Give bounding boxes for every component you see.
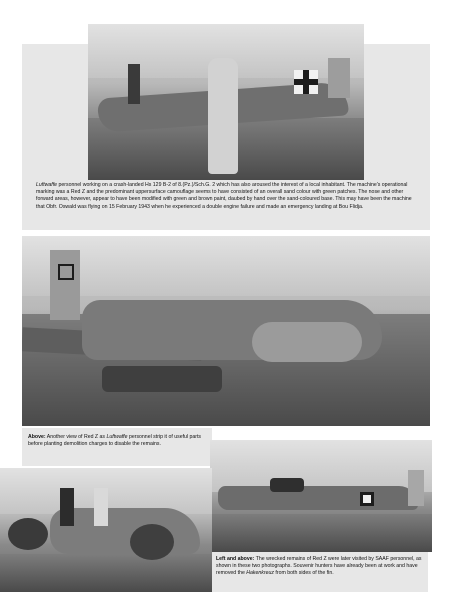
- engine-nacelle-shape: [252, 322, 362, 362]
- tail-fin-shape: [408, 470, 424, 506]
- bottom-left-photo: [0, 468, 212, 592]
- top-photo: [88, 24, 364, 180]
- engine-wreck-shape: [8, 518, 48, 550]
- tail-fin-shape: [328, 58, 350, 98]
- standing-figure-shape: [208, 58, 238, 174]
- personnel-figure-shape: [94, 488, 108, 526]
- caption-bold-lead: Left and above:: [216, 556, 255, 562]
- balkenkreuz-marking-center: [294, 79, 318, 85]
- personnel-group-shape: [270, 478, 304, 492]
- swastika-marking: [58, 264, 74, 280]
- crew-figure-shape: [128, 64, 140, 104]
- tail-fin-shape: [50, 250, 80, 320]
- top-caption-text: personnel working on a crash-landed Hs 129 B-2 of 8.(Pz.)/Sch.G. 2 which has also aroused the interest of a local inhabitant. The machine's operational marking was a Red Z and the predominant uppersurface camouflage seems to have consisted of an overall sand colour with green patches. The nose and other forward areas, however, appear to have been modified with green and brown paint, daubed by hand over the sand-coloured base. This may have been the machine that Obfr. Oswald was flying on 15 February 1943 when he experienced a double engine failure and made an emergency landing at Bou Flidja.: [36, 182, 412, 210]
- bottom-right-photo: [210, 440, 432, 552]
- personnel-figure-shape: [60, 488, 74, 526]
- bottom-caption: Left and above: The wrecked remains of Red Z were later visited by SAAF personnel, as shown in these two photographs. Souvenir hunters have already been at work and have removed the Hakenkreuz from both sides of the fin.: [216, 556, 422, 577]
- caption-bold-lead: Above:: [28, 434, 46, 440]
- caption-italic-lead: Luftwaffe: [36, 182, 58, 188]
- debris-shape: [102, 366, 222, 392]
- balkenkreuz-marking: [360, 492, 374, 506]
- middle-photo: [22, 236, 430, 426]
- middle-caption: Above: Another view of Red Z as Luftwaffe personnel strip it of useful parts before planting demolition charges to disable the remains.: [28, 434, 202, 448]
- engine-wreck-shape: [130, 524, 174, 560]
- aircraft-fuselage-shape: [218, 486, 418, 510]
- top-caption: [36, 182, 420, 211]
